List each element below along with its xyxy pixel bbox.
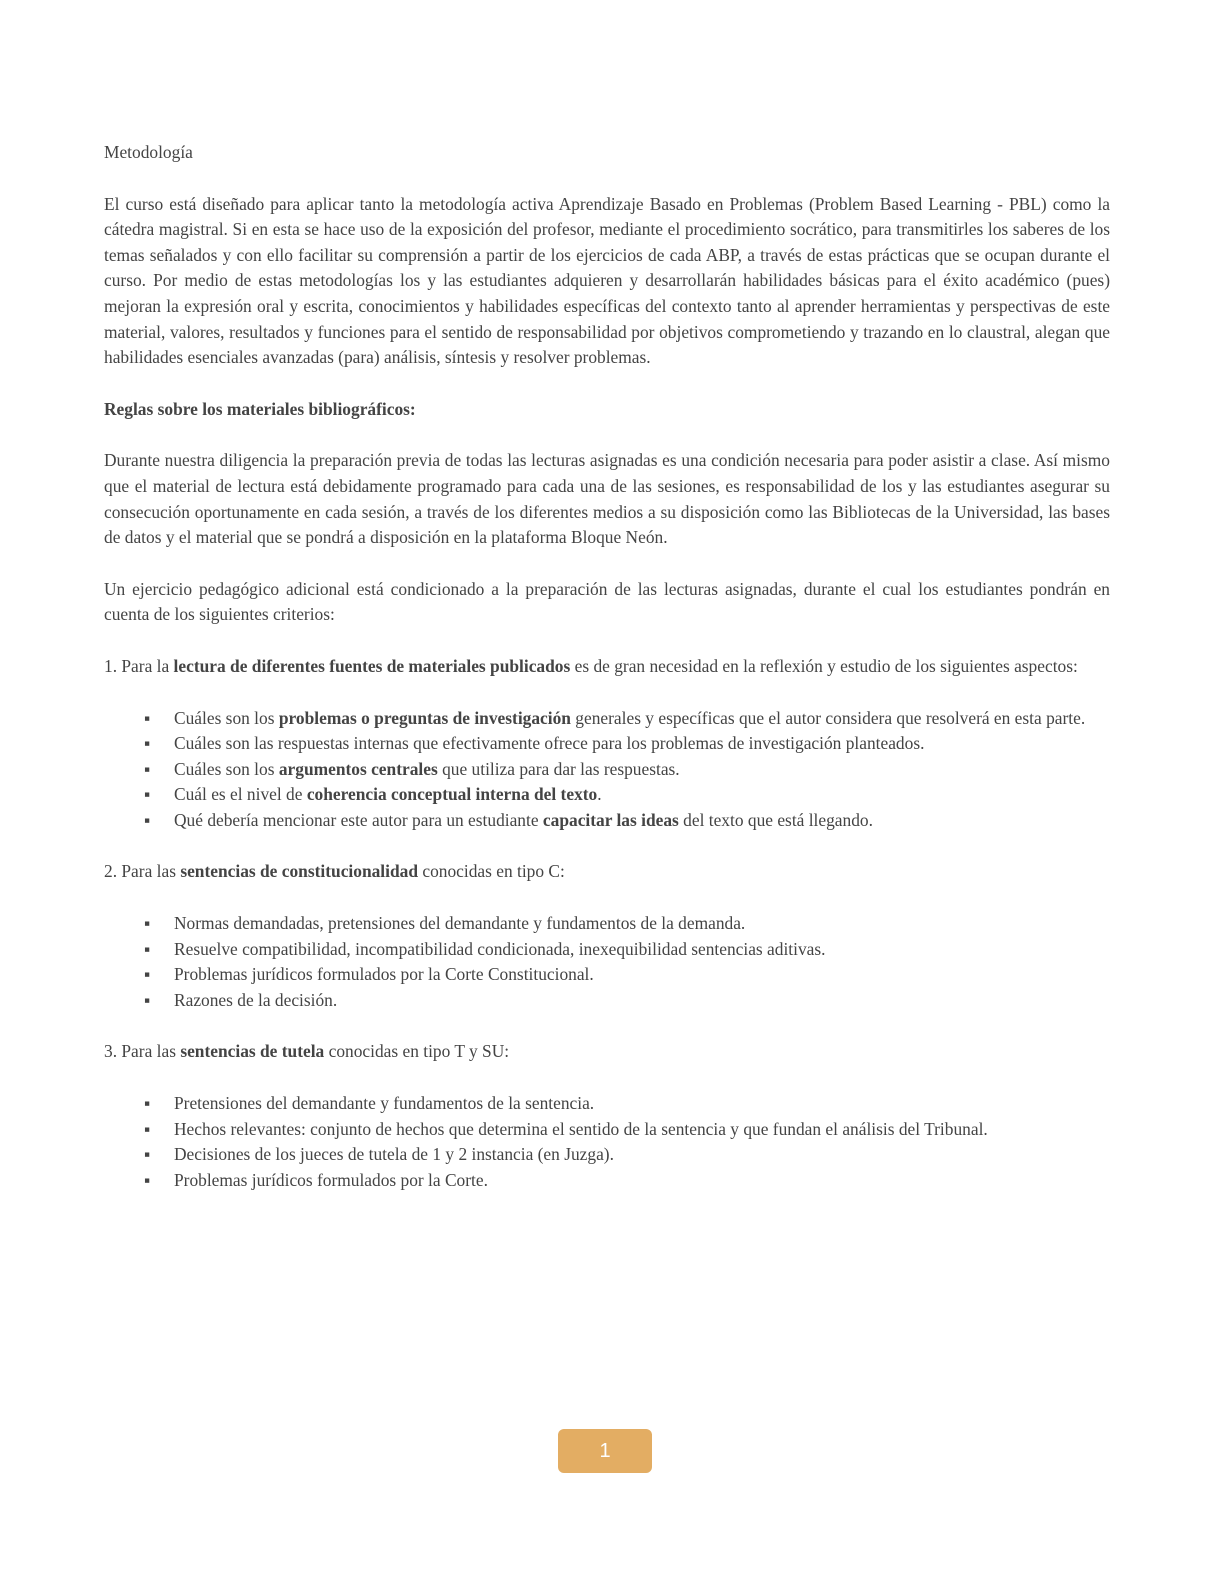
list-item xyxy=(144,1091,1110,1117)
list-item xyxy=(144,706,1110,732)
list-item-text: del texto que está llegando. xyxy=(678,809,873,830)
list-item-text: Decisiones de los jueces de tutela de 1 y 2 instancia (en Juzga). xyxy=(174,1144,614,1165)
item1-intro-bold: lectura de diferentes fuentes de materiales publicados xyxy=(173,655,571,676)
list-item xyxy=(144,731,1110,757)
item1-intro-prefix: 1. Para la xyxy=(104,655,174,676)
item2-intro-prefix: 2. Para las xyxy=(104,861,181,882)
item3-intro xyxy=(104,1039,1110,1065)
document-page xyxy=(104,140,1110,1219)
item2-bullet-list xyxy=(104,911,1110,1013)
list-item xyxy=(144,988,1110,1014)
rules-paragraph: Durante nuestra diligencia la preparación previa de todas las lecturas asignadas es una condición necesaria para poder asistir a clase. Así mismo que el material de lectura está debidamente programado para cada una de las sesiones, es responsabilidad de los y las estudiantes asegurar su consecución oportunamente en cada sesión, a través de los diferentes medios a su disposición como las Bibliotecas de la Universidad, las bases de datos y el material que se pondrá a disposición en la plataforma Bloque Neón. xyxy=(104,450,1110,548)
list-item-text: Resuelve compatibilidad, incompatibilidad condicionada, inexequibilidad sentencias aditivas. xyxy=(174,938,826,959)
list-item xyxy=(144,1117,1110,1143)
item1-bullet-list xyxy=(104,706,1110,834)
list-item xyxy=(144,808,1110,834)
item3-intro-prefix: 3. Para las xyxy=(104,1041,181,1062)
list-item-bold: problemas o preguntas de investigación xyxy=(278,707,571,728)
list-item-text: que utiliza para dar las respuestas. xyxy=(437,758,680,779)
item1-intro-suffix: es de gran necesidad en la reflexión y estudio de los siguientes aspectos: xyxy=(570,655,1078,676)
list-item-text: Problemas jurídicos formulados por la Corte. xyxy=(174,1169,488,1190)
item2-intro-bold: sentencias de constitucionalidad xyxy=(180,861,419,882)
list-item xyxy=(144,937,1110,963)
item3-intro-bold: sentencias de tutela xyxy=(180,1041,325,1062)
list-item-text: Problemas jurídicos formulados por la Corte Constitucional. xyxy=(174,964,594,985)
bullet-icon: ▪ xyxy=(144,707,151,728)
bullet-icon: ▪ xyxy=(144,1118,151,1139)
list-item-text: Cuáles son las respuestas internas que efectivamente ofrece para los problemas de investigación planteados. xyxy=(174,733,925,754)
list-item-text: . xyxy=(597,784,602,805)
list-item-text: Cuál es el nivel de xyxy=(174,784,307,805)
list-item-text: Qué debería mencionar este autor para un estudiante xyxy=(174,809,543,830)
bullet-icon: ▪ xyxy=(144,1144,151,1165)
list-item xyxy=(144,1168,1110,1194)
item3-bullet-list xyxy=(104,1091,1110,1193)
bullet-icon: ▪ xyxy=(144,938,151,959)
bullet-icon: ▪ xyxy=(144,733,151,754)
list-item xyxy=(144,962,1110,988)
item2-intro-suffix: conocidas en tipo C: xyxy=(418,861,565,882)
list-item-bold: capacitar las ideas xyxy=(542,809,679,830)
bullet-icon: ▪ xyxy=(144,913,151,934)
list-item-text: Pretensiones del demandante y fundamentos de la sentencia. xyxy=(174,1093,595,1114)
bullet-icon: ▪ xyxy=(144,989,151,1010)
list-item xyxy=(144,782,1110,808)
bullet-icon: ▪ xyxy=(144,964,151,985)
rules-heading: Reglas sobre los materiales bibliográficos: xyxy=(104,398,416,419)
list-item-bold: argumentos centrales xyxy=(278,758,438,779)
list-item-text: generales y específicas que el autor considera que resolverá en esta parte. xyxy=(570,707,1086,728)
list-item-bold: coherencia conceptual interna del texto xyxy=(306,784,598,805)
item1-intro xyxy=(104,654,1110,680)
list-item-text: Cuáles son los xyxy=(174,707,279,728)
bullet-icon: ▪ xyxy=(144,1093,151,1114)
page-number-badge xyxy=(558,1429,652,1473)
intro-paragraph: El curso está diseñado para aplicar tanto la metodología activa Aprendizaje Basado en Problemas (Problem Based Learning - PBL) como la cátedra magistral. Si en esta se hace uso de la exposición del profesor, mediante el procedimiento socrático, para transmitirles los saberes de los temas señalados y con ello facilitar su comprensión a partir de los ejercicios de cada ABP, a través de estas prácticas que se ocupan durante el curso. Por medio de estas metodologías los y las estudiantes adquieren y desarrollarán habilidades básicas para el éxito académico (pues) mejoran la expresión oral y escrita, conocimientos y habilidades específicas del contexto tanto al aprender herramientas y perspectivas de este material, valores, resultados y funciones para el sentido de responsabilidad por objetivos comprometiendo y trazando en lo claustral, alegan que habilidades esenciales avanzadas (para) análisis, síntesis y resolver problemas. xyxy=(104,193,1110,368)
approach-paragraph: Un ejercicio pedagógico adicional está condicionado a la preparación de las lecturas asignadas, durante el cual los estudiantes pondrán en cuenta de los siguientes criterios: xyxy=(104,578,1110,625)
bullet-icon: ▪ xyxy=(144,784,151,805)
item3-intro-suffix: conocidas en tipo T y SU: xyxy=(324,1041,510,1062)
page-number: 1 xyxy=(599,1439,611,1462)
list-item-text: Razones de la decisión. xyxy=(174,989,338,1010)
list-item xyxy=(144,911,1110,937)
list-item-text: Cuáles son los xyxy=(174,758,279,779)
list-item-text: Normas demandadas, pretensiones del demandante y fundamentos de la demanda. xyxy=(174,913,746,934)
bullet-icon: ▪ xyxy=(144,1169,151,1190)
page-heading: Metodología xyxy=(104,142,193,162)
list-item-text: Hechos relevantes: conjunto de hechos que determina el sentido de la sentencia y que fundan el análisis del Tribunal. xyxy=(174,1118,988,1139)
bullet-icon: ▪ xyxy=(144,809,151,830)
item2-intro xyxy=(104,859,1110,885)
bullet-icon: ▪ xyxy=(144,758,151,779)
list-item xyxy=(144,1142,1110,1168)
list-item xyxy=(144,757,1110,783)
